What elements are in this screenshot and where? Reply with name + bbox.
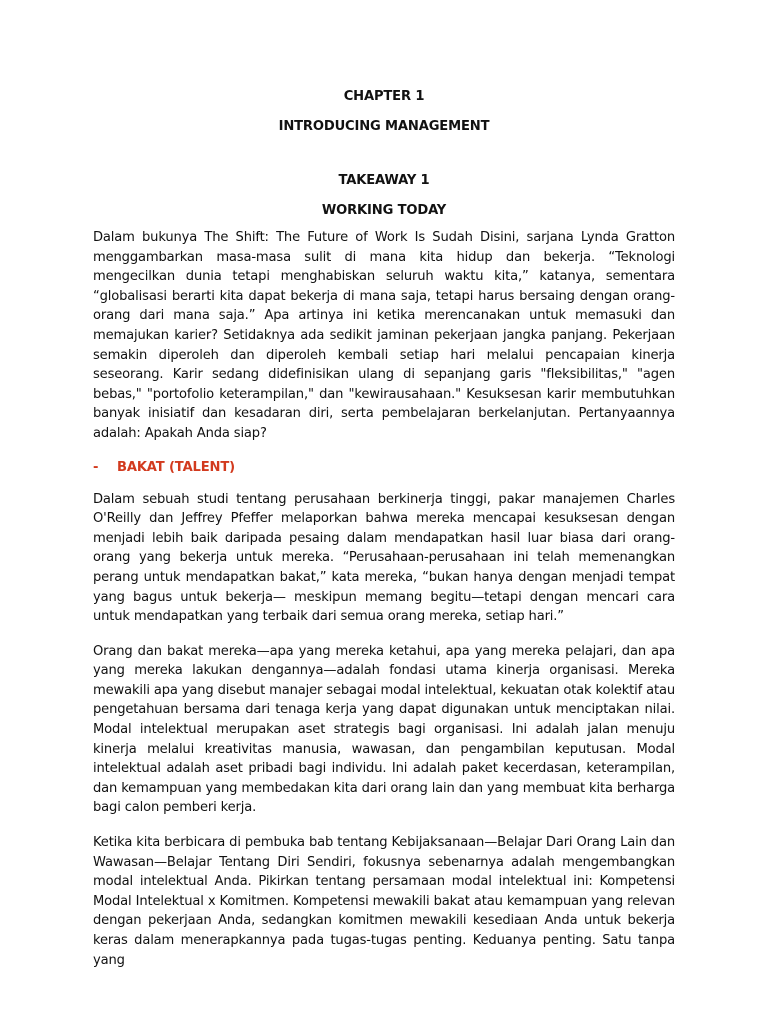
paragraph-intellectual-capital: Orang dan bakat mereka—apa yang mereka ketahui, apa yang mereka pelajari, dan apa yang mereka lakukan dengannya—adalah fondasi utama kinerja organisasi. Mereka mewakili apa yang disebut manajer sebagai modal intelektual, kekuatan otak kolektif atau pengetahuan bersama dari tenaga kerja yang dapat digunakan untuk menciptakan nilai. Modal intelektual merupakan aset strategis bagi organisasi. Ini adalah jalan menuju kinerja melalui kreativitas manusia, wawasan, dan pengambilan keputusan. Modal intelektual adalah aset pribadi bagi individu. Ini adalah paket kecerdasan, keterampilan, dan kemampuan yang membedakan kita dari orang lain dan yang membuat kita berharga bagi calon pemberi kerja. <box>93 643 675 816</box>
section-dash: - <box>93 459 99 475</box>
paragraph-competence: Ketika kita berbicara di pembuka bab tentang Kebijaksanaan—Belajar Dari Orang Lain dan Wawasan—Belajar Tentang Diri Sendiri, fokusnya sebenarnya adalah mengembangkan modal intelektual Anda. Pikirkan tentang persamaan modal intelektual ini: Kompetensi Modal Intelektual x Komitmen. Kompetensi mewakili bakat atau kemampuan yang relevan dengan pekerjaan Anda, sedangkan komitmen mewakili kesediaan Anda untuk bekerja keras dalam menerapkannya pada tugas-tugas penting. Keduanya penting. Satu tanpa yang <box>93 835 675 968</box>
section-heading-talent <box>93 458 675 478</box>
chapter-title: INTRODUCING MANAGEMENT <box>278 119 490 134</box>
takeaway-title: WORKING TODAY <box>321 203 447 218</box>
chapter-heading: CHAPTER 1 <box>343 89 425 104</box>
takeaway-heading: TAKEAWAY 1 <box>338 173 430 188</box>
paragraph-intro: Dalam bukunya The Shift: The Future of Work Is Sudah Disini, sarjana Lynda Gratton menggambarkan masa-masa sulit di mana kita hidup dan bekerja. “Teknologi mengecilkan dunia tetapi menghabiskan seluruh waktu kita,” katanya, sementara “globalisasi berarti kita dapat bekerja di mana saja, tetapi harus bersaing dengan orang-orang dari mana saja.” Apa artinya ini ketika merencanakan untuk memasuki dan memajukan karier? Setidaknya ada sedikit jaminan pekerjaan jangka panjang. Pekerjaan semakin diperoleh dan diperoleh kembali setiap hari melalui pencapaian kinerja seseorang. Karir sedang didefinisikan ulang di sepanjang garis "fleksibilitas," "agen bebas," "portofolio keterampilan," dan "kewirausahaan." Kesuksesan karir membutuhkan banyak inisiatif dan kesadaran diri, serta pembelajaran berkelanjutan. Pertanyaannya adalah: Apakah Anda siap? <box>93 230 675 441</box>
document-content <box>93 87 675 970</box>
paragraph-study: Dalam sebuah studi tentang perusahaan berkinerja tinggi, pakar manajemen Charles O'Reilly dan Jeffrey Pfeffer melaporkan bahwa mereka mencapai kesuksesan dengan menjadi lebih baik daripada pesaing dalam mendapatkan hasil luar biasa dari orang-orang yang bekerja untuk mereka. “Perusahaan-perusahaan ini telah memenangkan perang untuk mendapatkan bakat,” kata mereka, “bukan hanya dengan menjadi tempat yang bagus untuk bekerja— meskipun memang begitu—tetapi dengan mencari cara untuk mendapatkan yang terbaik dari semua orang mereka, setiap hari.” <box>93 491 675 625</box>
section-title: BAKAT (TALENT) <box>117 459 235 475</box>
